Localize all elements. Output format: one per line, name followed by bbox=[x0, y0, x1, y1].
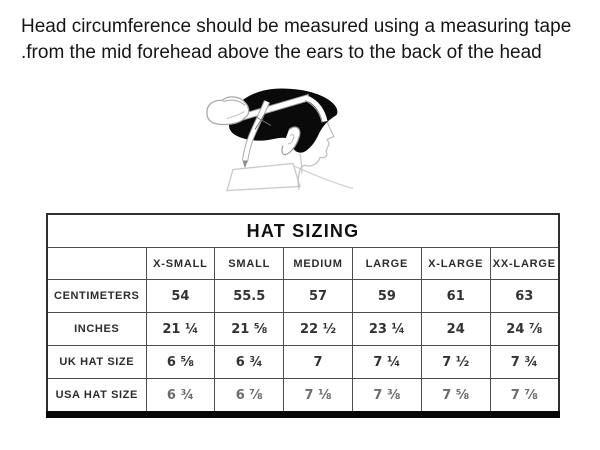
head-profile-icon bbox=[205, 84, 355, 192]
head-measurement-illustration bbox=[205, 84, 355, 192]
header-large: LARGE bbox=[352, 248, 421, 280]
cell-value: 22 ½ bbox=[284, 313, 353, 346]
header-medium: MEDIUM bbox=[284, 248, 353, 280]
cell-value: 7 bbox=[284, 346, 353, 379]
header-small: SMALL bbox=[215, 248, 284, 280]
cell-value: 7 ¾ bbox=[490, 346, 559, 379]
cell-value: 7 ¼ bbox=[352, 346, 421, 379]
row-label: USA HAT SIZE bbox=[47, 379, 146, 415]
cell-value: 24 bbox=[421, 313, 490, 346]
instruction-line-2: .from the mid forehead above the ears to the back of the head bbox=[21, 42, 542, 63]
cell-value: 63 bbox=[490, 280, 559, 313]
cell-value: 59 bbox=[352, 280, 421, 313]
cell-value: 7 ⅞ bbox=[490, 379, 559, 415]
cell-value: 7 ⅛ bbox=[284, 379, 353, 415]
cell-value: 7 ⅜ bbox=[352, 379, 421, 415]
cell-value: 21 ⅝ bbox=[215, 313, 284, 346]
cell-value: 57 bbox=[284, 280, 353, 313]
cell-value: 7 ⅝ bbox=[421, 379, 490, 415]
row-label: CENTIMETERS bbox=[47, 280, 146, 313]
table-row-usa-hat-size bbox=[47, 379, 559, 415]
cell-value: 54 bbox=[146, 280, 215, 313]
cell-value: 21 ¼ bbox=[146, 313, 215, 346]
cell-value: 24 ⅞ bbox=[490, 313, 559, 346]
row-label: INCHES bbox=[47, 313, 146, 346]
cell-value: 23 ¼ bbox=[352, 313, 421, 346]
header-xx-large: XX-LARGE bbox=[490, 248, 559, 280]
hat-sizing-table bbox=[46, 213, 560, 418]
table-row-uk-hat-size bbox=[47, 346, 559, 379]
cell-value: 6 ¾ bbox=[146, 379, 215, 415]
instruction-text bbox=[21, 14, 571, 66]
cell-value: 61 bbox=[421, 280, 490, 313]
cell-value: 6 ¾ bbox=[215, 346, 284, 379]
table-row-centimeters bbox=[47, 280, 559, 313]
cell-value: 6 ⅝ bbox=[146, 346, 215, 379]
header-x-large: X-LARGE bbox=[421, 248, 490, 280]
header-x-small: X-SMALL bbox=[146, 248, 215, 280]
instruction-line-1: Head circumference should be measured using a measuring tape bbox=[21, 16, 572, 37]
table-title: HAT SIZING bbox=[47, 214, 559, 248]
table-title-row bbox=[47, 214, 559, 248]
cell-value: 55.5 bbox=[215, 280, 284, 313]
table-header-row bbox=[47, 248, 559, 280]
table-row-inches bbox=[47, 313, 559, 346]
cell-value: 7 ½ bbox=[421, 346, 490, 379]
header-blank bbox=[47, 248, 146, 280]
cell-value: 6 ⅞ bbox=[215, 379, 284, 415]
row-label: UK HAT SIZE bbox=[47, 346, 146, 379]
